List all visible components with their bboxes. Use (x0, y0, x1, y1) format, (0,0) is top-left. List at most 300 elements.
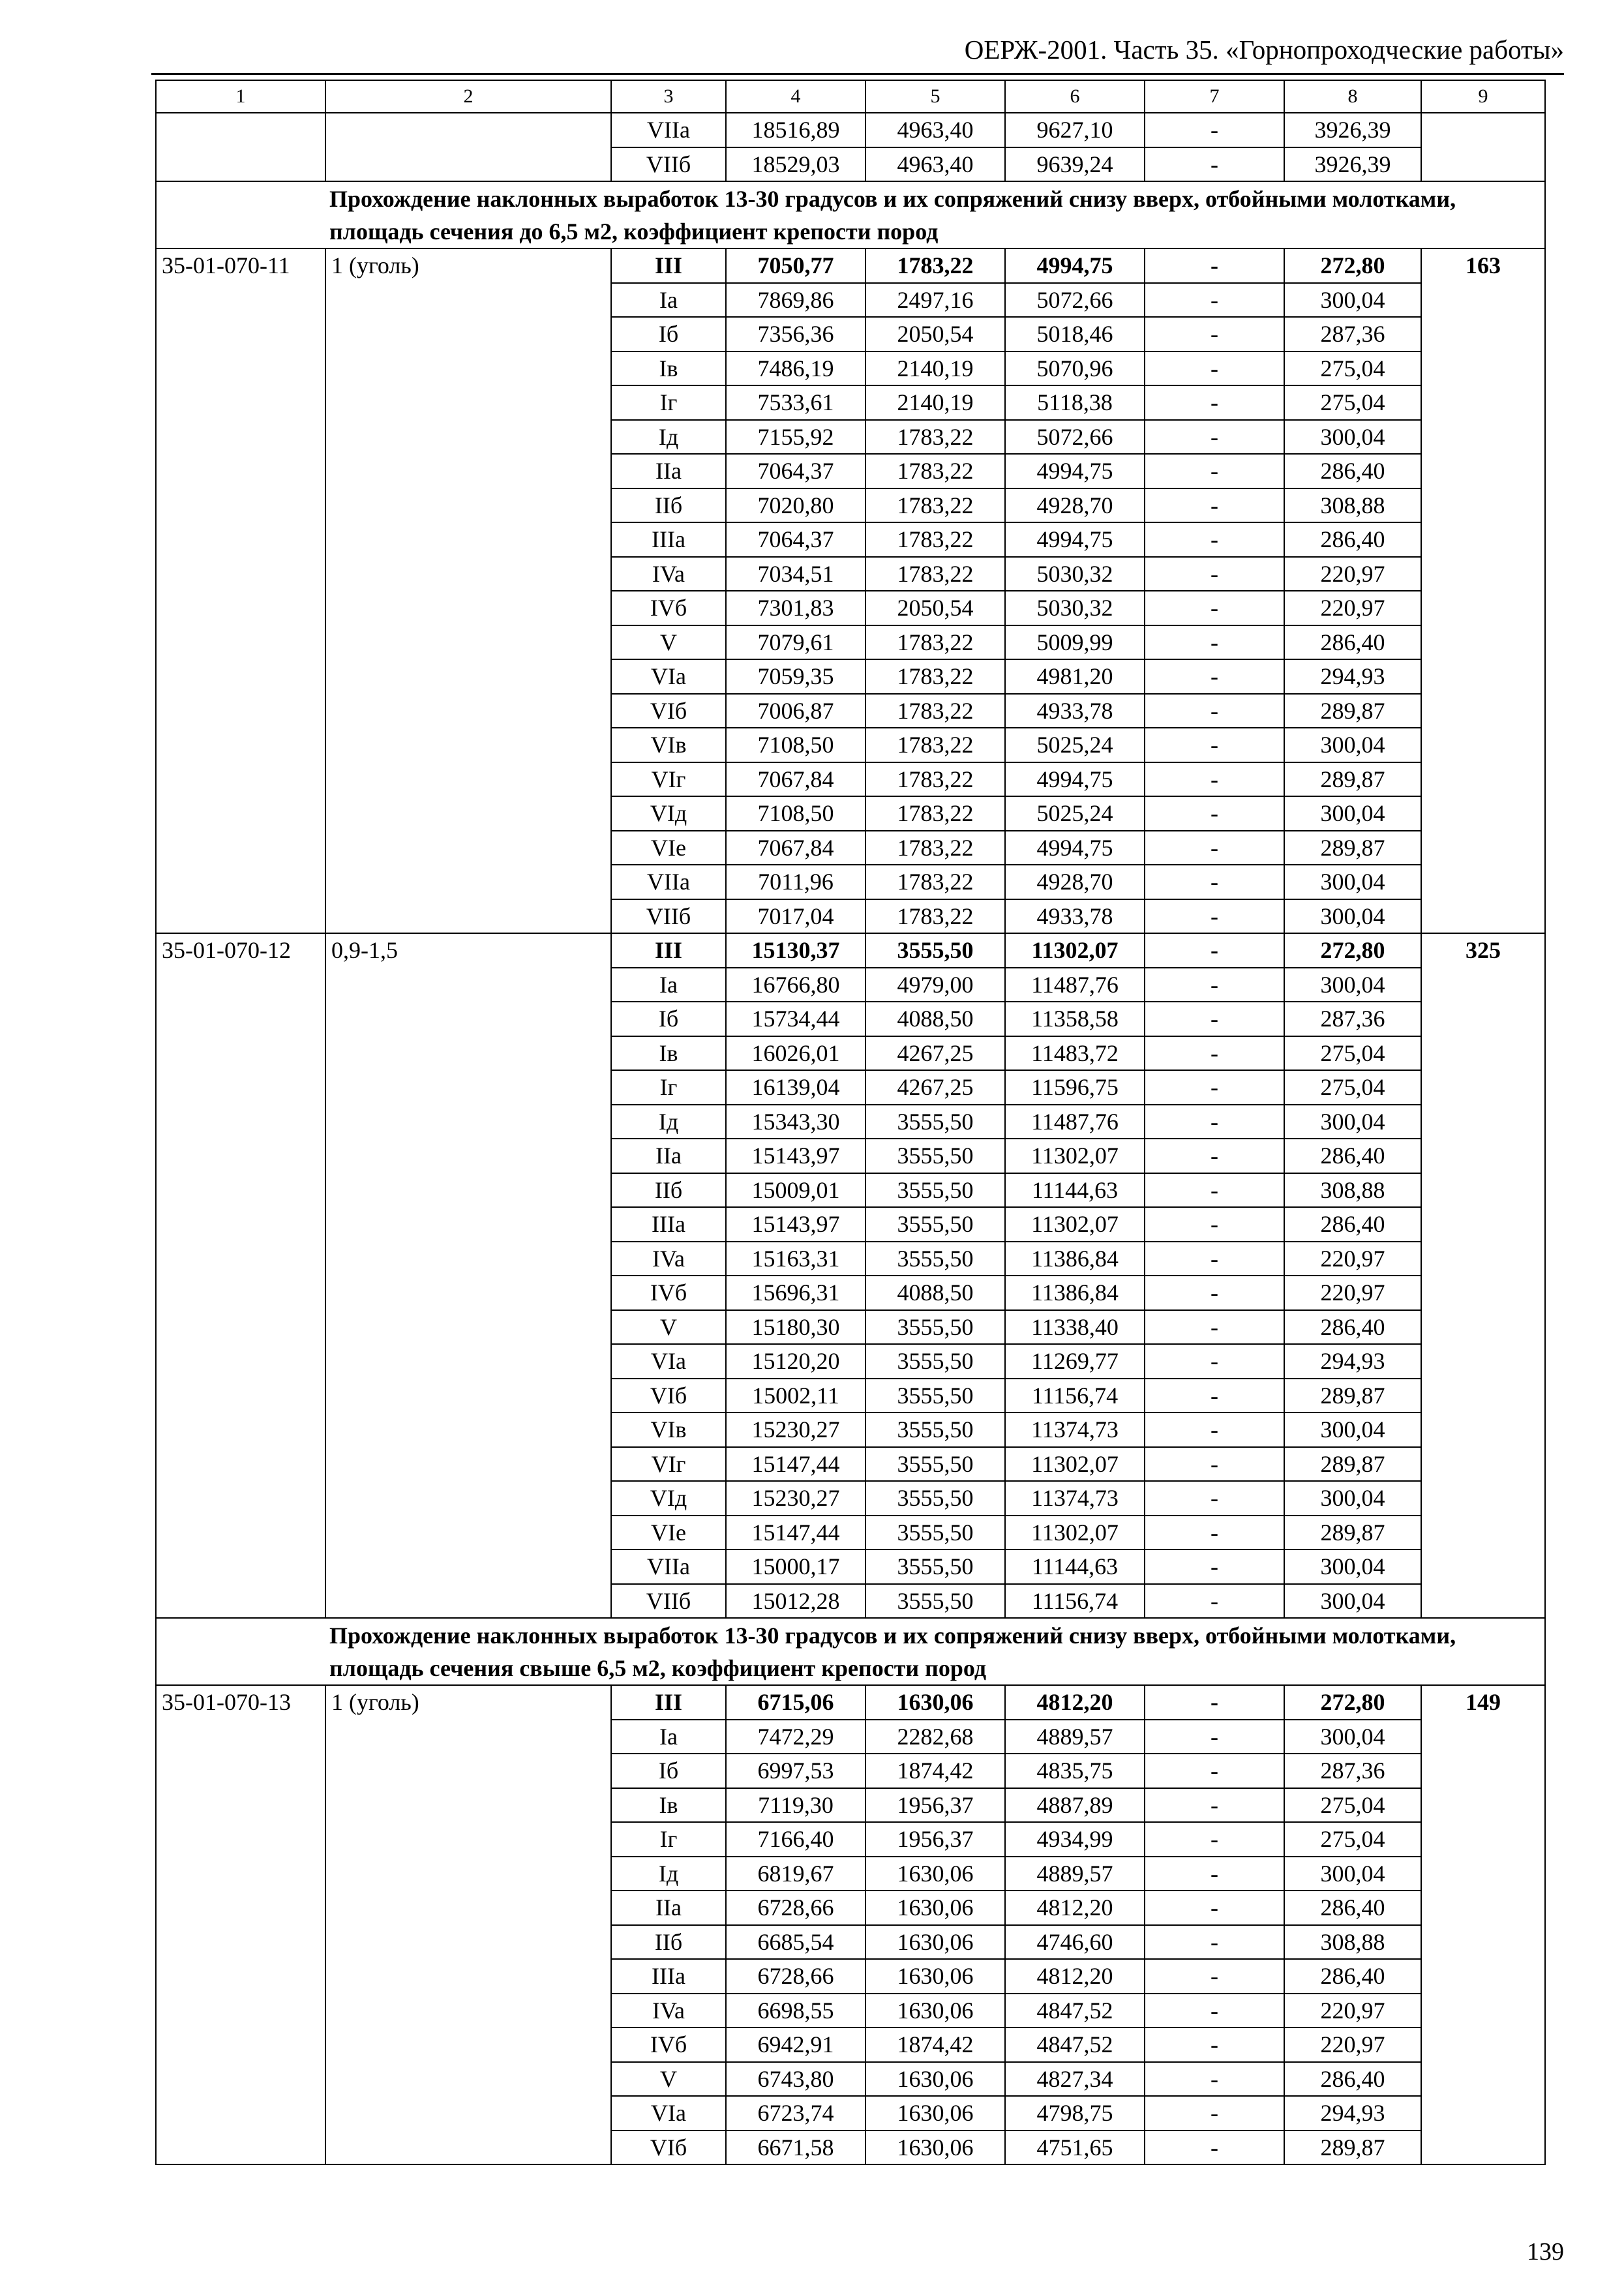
machine-cost-cell: 4812,20 (1005, 1891, 1145, 1925)
machinist-wage-cell: - (1145, 1379, 1284, 1413)
materials-cell: 272,80 (1284, 933, 1421, 968)
total-cost-cell: 7067,84 (726, 762, 865, 797)
machine-cost-cell: 4889,57 (1005, 1720, 1145, 1754)
machinist-wage-cell: - (1145, 1925, 1284, 1960)
materials-cell: 289,87 (1284, 1447, 1421, 1482)
total-cost-cell: 6997,53 (726, 1754, 865, 1788)
machine-cost-cell: 4981,20 (1005, 659, 1145, 694)
machinist-wage-cell: - (1145, 1310, 1284, 1345)
materials-cell: 300,04 (1284, 1857, 1421, 1891)
total-cost-cell: 7108,50 (726, 796, 865, 831)
rock-class-cell: V (611, 2062, 726, 2097)
page-number: 139 (1527, 2238, 1564, 2266)
section-heading: Прохождение наклонных выработок 13-30 градусов и их сопряжений снизу вверх, отбойными молотками, площадь сечения до 6,5 м2, коэффициент крепости пород (325, 181, 1545, 248)
machine-cost-cell: 4994,75 (1005, 454, 1145, 488)
wage-cell: 3555,50 (865, 1173, 1005, 1208)
machine-cost-cell: 11386,84 (1005, 1276, 1145, 1310)
machinist-wage-cell: - (1145, 1822, 1284, 1857)
machine-cost-cell: 4847,52 (1005, 2027, 1145, 2062)
materials-cell: 287,36 (1284, 1754, 1421, 1788)
machinist-wage-cell: - (1145, 1242, 1284, 1276)
materials-cell: 300,04 (1284, 1720, 1421, 1754)
machinist-wage-cell: - (1145, 2131, 1284, 2165)
estimate-table (155, 80, 1546, 2165)
machine-cost-cell: 11144,63 (1005, 1173, 1145, 1208)
wage-cell: 2282,68 (865, 1720, 1005, 1754)
column-number-row (156, 80, 1545, 113)
total-cost-cell: 7020,80 (726, 488, 865, 523)
total-cost-cell: 6685,54 (726, 1925, 865, 1960)
machinist-wage-cell: - (1145, 796, 1284, 831)
total-cost-cell: 15002,11 (726, 1379, 865, 1413)
rock-class-cell: Iг (611, 1070, 726, 1105)
machine-cost-cell: 4847,52 (1005, 1994, 1145, 2028)
wage-cell: 4088,50 (865, 1002, 1005, 1036)
machinist-wage-cell: - (1145, 2062, 1284, 2097)
machine-cost-cell: 11596,75 (1005, 1070, 1145, 1105)
machine-cost-cell: 11338,40 (1005, 1310, 1145, 1345)
materials-cell: 300,04 (1284, 1549, 1421, 1584)
materials-cell: 294,93 (1284, 659, 1421, 694)
machine-cost-cell: 4798,75 (1005, 2096, 1145, 2131)
materials-cell: 300,04 (1284, 899, 1421, 934)
machinist-wage-cell: - (1145, 831, 1284, 865)
rock-class-cell: IIIa (611, 1207, 726, 1242)
machine-cost-cell: 11156,74 (1005, 1379, 1145, 1413)
machine-cost-cell: 4994,75 (1005, 831, 1145, 865)
machine-cost-cell: 4751,65 (1005, 2131, 1145, 2165)
wage-cell: 4267,25 (865, 1070, 1005, 1105)
wage-cell: 2140,19 (865, 352, 1005, 386)
labor-cost-cell: 325 (1421, 933, 1545, 1618)
wage-cell: 1783,22 (865, 728, 1005, 762)
machinist-wage-cell: - (1145, 1447, 1284, 1482)
machine-cost-cell: 5030,32 (1005, 591, 1145, 625)
materials-cell: 286,40 (1284, 1310, 1421, 1345)
machine-cost-cell: 4933,78 (1005, 694, 1145, 728)
materials-cell: 308,88 (1284, 488, 1421, 523)
materials-cell: 286,40 (1284, 2062, 1421, 2097)
machine-cost-cell: 11302,07 (1005, 1447, 1145, 1482)
rock-class-cell: Iв (611, 1036, 726, 1071)
rock-class-cell: Iд (611, 420, 726, 455)
labor-cost-cell: 149 (1421, 1685, 1545, 2164)
page-header-title: ОЕРЖ-2001. Часть 35. «Горнопроходческие работы» (964, 35, 1564, 65)
total-cost-cell: 15734,44 (726, 1002, 865, 1036)
section-heading: Прохождение наклонных выработок 13-30 градусов и их сопряжений снизу вверх, отбойными молотками, площадь сечения свыше 6,5 м2, коэффициент крепости пород (325, 1618, 1545, 1685)
materials-cell: 287,36 (1284, 317, 1421, 352)
machinist-wage-cell: - (1145, 762, 1284, 797)
wage-cell: 1630,06 (865, 1857, 1005, 1891)
machinist-wage-cell: - (1145, 1549, 1284, 1584)
wage-cell: 1956,37 (865, 1822, 1005, 1857)
total-cost-cell: 6671,58 (726, 2131, 865, 2165)
materials-cell: 308,88 (1284, 1925, 1421, 1960)
rock-class-cell: Ia (611, 283, 726, 318)
column-number: 5 (865, 80, 1005, 113)
materials-cell: 286,40 (1284, 454, 1421, 488)
materials-cell: 289,87 (1284, 1379, 1421, 1413)
total-cost-cell: 15130,37 (726, 933, 865, 968)
rock-class-cell: VIIб (611, 1584, 726, 1619)
machine-cost-cell: 11156,74 (1005, 1584, 1145, 1619)
wage-cell: 2050,54 (865, 317, 1005, 352)
materials-cell: 220,97 (1284, 1276, 1421, 1310)
rock-class-cell: VIe (611, 831, 726, 865)
wage-cell: 3555,50 (865, 1413, 1005, 1447)
rock-class-cell: VIд (611, 796, 726, 831)
rock-hardness-cell: 1 (уголь) (325, 1685, 611, 2164)
rock-class-cell: VIв (611, 728, 726, 762)
materials-cell: 289,87 (1284, 1516, 1421, 1550)
machine-cost-cell: 4835,75 (1005, 1754, 1145, 1788)
machinist-wage-cell: - (1145, 591, 1284, 625)
wage-cell: 1783,22 (865, 454, 1005, 488)
total-cost-cell: 15143,97 (726, 1207, 865, 1242)
machinist-wage-cell: - (1145, 1105, 1284, 1139)
total-cost-cell: 6743,80 (726, 2062, 865, 2097)
materials-cell: 275,04 (1284, 1788, 1421, 1823)
total-cost-cell: 6942,91 (726, 2027, 865, 2062)
total-cost-cell: 15147,44 (726, 1447, 865, 1482)
machinist-wage-cell: - (1145, 1720, 1284, 1754)
machinist-wage-cell: - (1145, 1481, 1284, 1516)
wage-cell: 1630,06 (865, 1891, 1005, 1925)
machinist-wage-cell: - (1145, 694, 1284, 728)
rock-class-cell: VIг (611, 762, 726, 797)
section-heading-blank (156, 181, 325, 248)
wage-cell: 3555,50 (865, 933, 1005, 968)
machine-cost-cell: 11487,76 (1005, 968, 1145, 1002)
column-number: 4 (726, 80, 865, 113)
rock-class-cell: Iг (611, 1822, 726, 1857)
wage-cell: 1874,42 (865, 2027, 1005, 2062)
materials-cell: 275,04 (1284, 1070, 1421, 1105)
total-cost-cell: 7486,19 (726, 352, 865, 386)
materials-cell: 286,40 (1284, 522, 1421, 557)
rock-class-cell: V (611, 625, 726, 660)
rock-class-cell: III (611, 933, 726, 968)
machinist-wage-cell: - (1145, 2096, 1284, 2131)
materials-cell: 220,97 (1284, 2027, 1421, 2062)
machinist-wage-cell: - (1145, 1139, 1284, 1173)
machine-cost-cell: 11302,07 (1005, 1516, 1145, 1550)
total-cost-cell: 7017,04 (726, 899, 865, 934)
machine-cost-cell: 11144,63 (1005, 1549, 1145, 1584)
machine-cost-cell: 5025,24 (1005, 728, 1145, 762)
materials-cell: 220,97 (1284, 591, 1421, 625)
machinist-wage-cell: - (1145, 728, 1284, 762)
materials-cell: 275,04 (1284, 1822, 1421, 1857)
total-cost-cell: 15230,27 (726, 1481, 865, 1516)
total-cost-cell: 18529,03 (726, 147, 865, 182)
rock-class-cell: VIIб (611, 147, 726, 182)
wage-cell: 3555,50 (865, 1207, 1005, 1242)
rock-class-cell: III (611, 1685, 726, 1720)
wage-cell: 1783,22 (865, 694, 1005, 728)
machine-cost-cell: 5009,99 (1005, 625, 1145, 660)
rock-class-cell: VIд (611, 1481, 726, 1516)
rock-class-cell: III (611, 248, 726, 283)
total-cost-cell: 7356,36 (726, 317, 865, 352)
rock-class-cell: IIб (611, 1925, 726, 1960)
machinist-wage-cell: - (1145, 557, 1284, 591)
wage-cell: 1630,06 (865, 1994, 1005, 2028)
total-cost-cell: 15143,97 (726, 1139, 865, 1173)
wage-cell: 1783,22 (865, 796, 1005, 831)
materials-cell: 294,93 (1284, 2096, 1421, 2131)
norm-code-cell (156, 113, 325, 181)
machinist-wage-cell: - (1145, 1857, 1284, 1891)
machine-cost-cell: 11269,77 (1005, 1344, 1145, 1379)
wage-cell: 1630,06 (865, 1959, 1005, 1994)
machine-cost-cell: 11374,73 (1005, 1481, 1145, 1516)
materials-cell: 220,97 (1284, 1994, 1421, 2028)
materials-cell: 275,04 (1284, 352, 1421, 386)
machine-cost-cell: 9627,10 (1005, 113, 1145, 147)
rock-class-cell: IIa (611, 1139, 726, 1173)
machinist-wage-cell: - (1145, 1173, 1284, 1208)
rock-class-cell: IIIa (611, 522, 726, 557)
rock-class-cell: IVб (611, 2027, 726, 2062)
rock-class-cell: VIa (611, 1344, 726, 1379)
wage-cell: 1783,22 (865, 831, 1005, 865)
materials-cell: 3926,39 (1284, 147, 1421, 182)
materials-cell: 275,04 (1284, 1036, 1421, 1071)
machine-cost-cell: 5018,46 (1005, 317, 1145, 352)
machinist-wage-cell: - (1145, 1959, 1284, 1994)
rock-class-cell: Iб (611, 317, 726, 352)
wage-cell: 2050,54 (865, 591, 1005, 625)
machine-cost-cell: 4934,99 (1005, 1822, 1145, 1857)
total-cost-cell: 6715,06 (726, 1685, 865, 1720)
machine-cost-cell: 4994,75 (1005, 522, 1145, 557)
machine-cost-cell: 4812,20 (1005, 1959, 1145, 1994)
total-cost-cell: 6728,66 (726, 1891, 865, 1925)
table-row (156, 113, 1545, 147)
total-cost-cell: 15343,30 (726, 1105, 865, 1139)
machinist-wage-cell: - (1145, 1754, 1284, 1788)
wage-cell: 3555,50 (865, 1481, 1005, 1516)
rock-class-cell: VIe (611, 1516, 726, 1550)
machinist-wage-cell: - (1145, 659, 1284, 694)
materials-cell: 300,04 (1284, 728, 1421, 762)
rock-class-cell: IIa (611, 454, 726, 488)
materials-cell: 300,04 (1284, 1584, 1421, 1619)
machine-cost-cell: 11483,72 (1005, 1036, 1145, 1071)
table-row (156, 248, 1545, 283)
rock-class-cell: IIб (611, 1173, 726, 1208)
norm-code-cell: 35-01-070-12 (156, 933, 325, 1618)
machine-cost-cell: 4928,70 (1005, 865, 1145, 899)
total-cost-cell: 7166,40 (726, 1822, 865, 1857)
machinist-wage-cell: - (1145, 968, 1284, 1002)
materials-cell: 300,04 (1284, 1105, 1421, 1139)
materials-cell: 300,04 (1284, 796, 1421, 831)
machinist-wage-cell: - (1145, 522, 1284, 557)
total-cost-cell: 7067,84 (726, 831, 865, 865)
materials-cell: 294,93 (1284, 1344, 1421, 1379)
machinist-wage-cell: - (1145, 1344, 1284, 1379)
machinist-wage-cell: - (1145, 2027, 1284, 2062)
total-cost-cell: 18516,89 (726, 113, 865, 147)
rock-hardness-cell (325, 113, 611, 181)
machinist-wage-cell: - (1145, 352, 1284, 386)
wage-cell: 1630,06 (865, 2062, 1005, 2097)
rock-class-cell: IVa (611, 1994, 726, 2028)
rock-class-cell: Iг (611, 385, 726, 420)
machinist-wage-cell: - (1145, 625, 1284, 660)
total-cost-cell: 6728,66 (726, 1959, 865, 1994)
machinist-wage-cell: - (1145, 1994, 1284, 2028)
column-number: 9 (1421, 80, 1545, 113)
machinist-wage-cell: - (1145, 1891, 1284, 1925)
rock-class-cell: VIa (611, 2096, 726, 2131)
rock-hardness-cell: 1 (уголь) (325, 248, 611, 933)
total-cost-cell: 7011,96 (726, 865, 865, 899)
machine-cost-cell: 4746,60 (1005, 1925, 1145, 1960)
rock-class-cell: IIб (611, 488, 726, 523)
wage-cell: 1783,22 (865, 522, 1005, 557)
total-cost-cell: 6819,67 (726, 1857, 865, 1891)
machine-cost-cell: 5072,66 (1005, 283, 1145, 318)
wage-cell: 1783,22 (865, 488, 1005, 523)
rock-class-cell: Iб (611, 1002, 726, 1036)
machine-cost-cell: 11487,76 (1005, 1105, 1145, 1139)
labor-cost-cell: 163 (1421, 248, 1545, 933)
column-number: 2 (325, 80, 611, 113)
total-cost-cell: 7108,50 (726, 728, 865, 762)
machinist-wage-cell: - (1145, 1002, 1284, 1036)
rock-class-cell: IVa (611, 1242, 726, 1276)
machinist-wage-cell: - (1145, 317, 1284, 352)
rock-class-cell: Iд (611, 1105, 726, 1139)
norm-code-cell: 35-01-070-13 (156, 1685, 325, 2164)
machinist-wage-cell: - (1145, 1036, 1284, 1071)
machine-cost-cell: 4827,34 (1005, 2062, 1145, 2097)
total-cost-cell: 15230,27 (726, 1413, 865, 1447)
wage-cell: 3555,50 (865, 1344, 1005, 1379)
materials-cell: 300,04 (1284, 968, 1421, 1002)
machine-cost-cell: 5072,66 (1005, 420, 1145, 455)
machinist-wage-cell: - (1145, 1584, 1284, 1619)
rock-class-cell: VIг (611, 1447, 726, 1482)
wage-cell: 4979,00 (865, 968, 1005, 1002)
total-cost-cell: 7155,92 (726, 420, 865, 455)
machine-cost-cell: 4928,70 (1005, 488, 1145, 523)
wage-cell: 3555,50 (865, 1549, 1005, 1584)
total-cost-cell: 7079,61 (726, 625, 865, 660)
wage-cell: 1783,22 (865, 420, 1005, 455)
materials-cell: 272,80 (1284, 248, 1421, 283)
wage-cell: 3555,50 (865, 1584, 1005, 1619)
wage-cell: 1630,06 (865, 1925, 1005, 1960)
rock-class-cell: IVa (611, 557, 726, 591)
total-cost-cell: 7472,29 (726, 1720, 865, 1754)
wage-cell: 1783,22 (865, 865, 1005, 899)
rock-class-cell: IIa (611, 1891, 726, 1925)
wage-cell: 1783,22 (865, 762, 1005, 797)
rock-class-cell: Iб (611, 1754, 726, 1788)
materials-cell: 300,04 (1284, 865, 1421, 899)
machine-cost-cell: 5025,24 (1005, 796, 1145, 831)
wage-cell: 3555,50 (865, 1447, 1005, 1482)
wage-cell: 3555,50 (865, 1242, 1005, 1276)
rock-class-cell: Iд (611, 1857, 726, 1891)
materials-cell: 300,04 (1284, 420, 1421, 455)
materials-cell: 3926,39 (1284, 113, 1421, 147)
machinist-wage-cell: - (1145, 283, 1284, 318)
column-number: 8 (1284, 80, 1421, 113)
total-cost-cell: 6698,55 (726, 1994, 865, 2028)
wage-cell: 1630,06 (865, 2096, 1005, 2131)
machine-cost-cell: 9639,24 (1005, 147, 1145, 182)
wage-cell: 2497,16 (865, 283, 1005, 318)
total-cost-cell: 15009,01 (726, 1173, 865, 1208)
materials-cell: 286,40 (1284, 1891, 1421, 1925)
machinist-wage-cell: - (1145, 1207, 1284, 1242)
machine-cost-cell: 11302,07 (1005, 933, 1145, 968)
table-row (156, 933, 1545, 968)
total-cost-cell: 7050,77 (726, 248, 865, 283)
machinist-wage-cell: - (1145, 865, 1284, 899)
materials-cell: 286,40 (1284, 1139, 1421, 1173)
total-cost-cell: 7119,30 (726, 1788, 865, 1823)
total-cost-cell: 7006,87 (726, 694, 865, 728)
machine-cost-cell: 5030,32 (1005, 557, 1145, 591)
machinist-wage-cell: - (1145, 248, 1284, 283)
rock-class-cell: VIIa (611, 1549, 726, 1584)
machinist-wage-cell: - (1145, 454, 1284, 488)
rock-class-cell: IVб (611, 591, 726, 625)
materials-cell: 289,87 (1284, 694, 1421, 728)
rock-class-cell: IIIa (611, 1959, 726, 1994)
total-cost-cell: 7869,86 (726, 283, 865, 318)
rock-class-cell: VIIб (611, 899, 726, 934)
total-cost-cell: 15147,44 (726, 1516, 865, 1550)
rock-class-cell: Iв (611, 352, 726, 386)
rock-class-cell: IVб (611, 1276, 726, 1310)
materials-cell: 287,36 (1284, 1002, 1421, 1036)
section-heading-row (156, 1618, 1545, 1685)
materials-cell: 289,87 (1284, 762, 1421, 797)
total-cost-cell: 7064,37 (726, 454, 865, 488)
rock-class-cell: VIб (611, 694, 726, 728)
total-cost-cell: 15180,30 (726, 1310, 865, 1345)
header-rule (151, 73, 1564, 75)
machinist-wage-cell: - (1145, 113, 1284, 147)
rock-class-cell: VIIa (611, 113, 726, 147)
rock-class-cell: VIв (611, 1413, 726, 1447)
wage-cell: 1783,22 (865, 659, 1005, 694)
materials-cell: 300,04 (1284, 1413, 1421, 1447)
wage-cell: 3555,50 (865, 1379, 1005, 1413)
machinist-wage-cell: - (1145, 933, 1284, 968)
wage-cell: 1630,06 (865, 2131, 1005, 2165)
materials-cell: 308,88 (1284, 1173, 1421, 1208)
wage-cell: 1630,06 (865, 1685, 1005, 1720)
machinist-wage-cell: - (1145, 1685, 1284, 1720)
machine-cost-cell: 11374,73 (1005, 1413, 1145, 1447)
materials-cell: 220,97 (1284, 557, 1421, 591)
section-heading-blank (156, 1618, 325, 1685)
total-cost-cell: 16139,04 (726, 1070, 865, 1105)
machine-cost-cell: 4994,75 (1005, 248, 1145, 283)
total-cost-cell: 15163,31 (726, 1242, 865, 1276)
wage-cell: 3555,50 (865, 1516, 1005, 1550)
total-cost-cell: 6723,74 (726, 2096, 865, 2131)
machine-cost-cell: 4812,20 (1005, 1685, 1145, 1720)
